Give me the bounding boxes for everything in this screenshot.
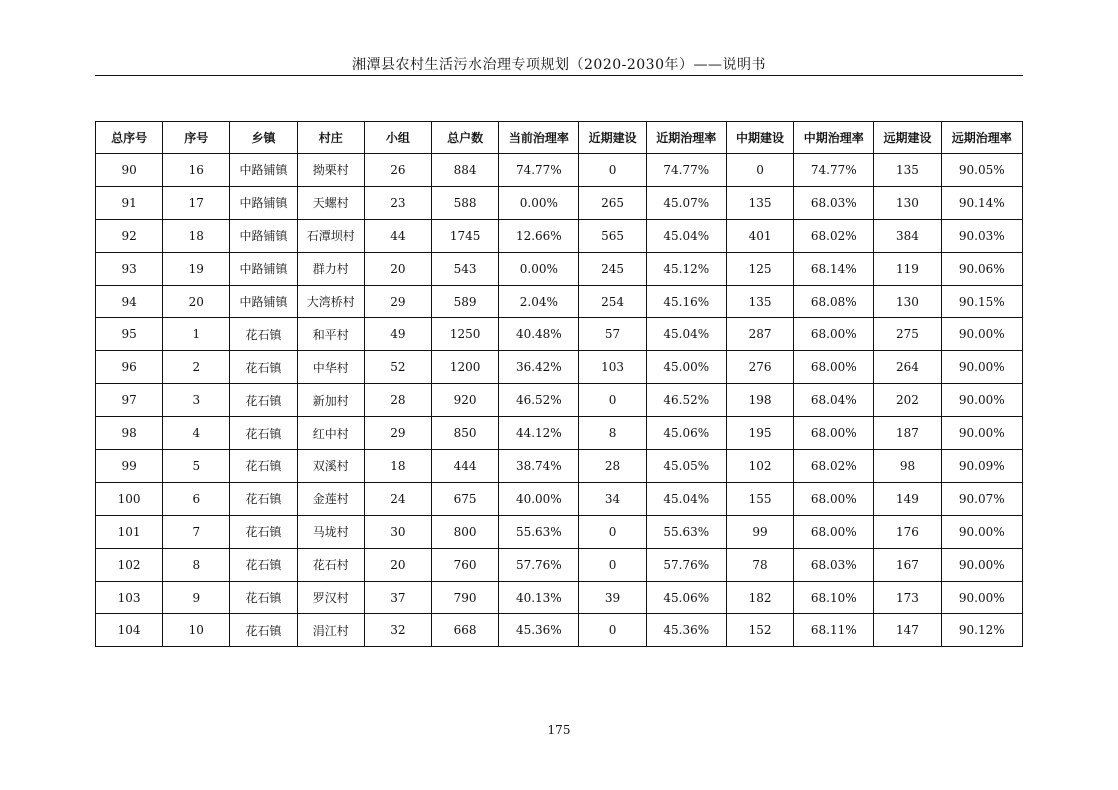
cell-long-term-rate: 90.00% (941, 318, 1022, 351)
cell-near-term-build: 57 (579, 318, 646, 351)
cell-mid-term-rate: 68.00% (794, 351, 874, 384)
column-header-groups: 小组 (364, 122, 431, 154)
cell-mid-term-build: 99 (726, 515, 793, 548)
cell-current-rate: 44.12% (499, 417, 579, 450)
column-header-long-term-rate: 远期治理率 (941, 122, 1022, 154)
cell-groups: 23 (364, 186, 431, 219)
table-row (96, 450, 1023, 483)
cell-near-term-rate: 45.04% (646, 318, 726, 351)
cell-mid-term-rate: 68.02% (794, 450, 874, 483)
cell-village: 天螺村 (297, 186, 364, 219)
cell-total-no: 97 (96, 384, 163, 417)
cell-no: 10 (163, 614, 230, 647)
cell-mid-term-build: 78 (726, 548, 793, 581)
cell-town: 中路铺镇 (230, 285, 297, 318)
village-treatment-table (95, 121, 1023, 647)
cell-town: 花石镇 (230, 318, 297, 351)
cell-near-term-rate: 45.12% (646, 252, 726, 285)
cell-long-term-build: 130 (874, 285, 941, 318)
cell-town: 花石镇 (230, 548, 297, 581)
cell-mid-term-build: 195 (726, 417, 793, 450)
cell-households: 675 (432, 482, 499, 515)
cell-current-rate: 57.76% (499, 548, 579, 581)
cell-households: 588 (432, 186, 499, 219)
cell-long-term-build: 147 (874, 614, 941, 647)
cell-current-rate: 46.52% (499, 384, 579, 417)
cell-no: 7 (163, 515, 230, 548)
cell-no: 1 (163, 318, 230, 351)
cell-near-term-build: 245 (579, 252, 646, 285)
cell-town: 花石镇 (230, 351, 297, 384)
cell-long-term-build: 264 (874, 351, 941, 384)
cell-village: 红中村 (297, 417, 364, 450)
cell-current-rate: 55.63% (499, 515, 579, 548)
column-header-households: 总户数 (432, 122, 499, 154)
cell-total-no: 90 (96, 154, 163, 187)
cell-current-rate: 40.13% (499, 581, 579, 614)
table-row (96, 581, 1023, 614)
cell-no: 6 (163, 482, 230, 515)
cell-town: 花石镇 (230, 384, 297, 417)
cell-mid-term-build: 287 (726, 318, 793, 351)
page-header-title: 湘潭县农村生活污水治理专项规划（2020-2030年）——说明书 (352, 57, 766, 73)
column-header-village: 村庄 (297, 122, 364, 154)
cell-near-term-rate: 45.07% (646, 186, 726, 219)
cell-long-term-build: 384 (874, 219, 941, 252)
table-row (96, 515, 1023, 548)
table-row (96, 614, 1023, 647)
cell-groups: 37 (364, 581, 431, 614)
cell-groups: 26 (364, 154, 431, 187)
cell-total-no: 92 (96, 219, 163, 252)
cell-long-term-build: 187 (874, 417, 941, 450)
cell-long-term-build: 176 (874, 515, 941, 548)
cell-households: 668 (432, 614, 499, 647)
cell-near-term-rate: 45.06% (646, 581, 726, 614)
cell-near-term-rate: 45.36% (646, 614, 726, 647)
cell-groups: 52 (364, 351, 431, 384)
cell-mid-term-build: 182 (726, 581, 793, 614)
table-row (96, 482, 1023, 515)
cell-households: 760 (432, 548, 499, 581)
cell-households: 589 (432, 285, 499, 318)
cell-mid-term-rate: 68.00% (794, 482, 874, 515)
header-row (96, 122, 1023, 154)
cell-near-term-build: 265 (579, 186, 646, 219)
cell-groups: 20 (364, 252, 431, 285)
column-header-total-no: 总序号 (96, 122, 163, 154)
cell-village: 涓江村 (297, 614, 364, 647)
cell-town: 中路铺镇 (230, 186, 297, 219)
cell-households: 800 (432, 515, 499, 548)
cell-groups: 18 (364, 450, 431, 483)
table-row (96, 548, 1023, 581)
cell-current-rate: 38.74% (499, 450, 579, 483)
cell-long-term-build: 98 (874, 450, 941, 483)
cell-mid-term-build: 276 (726, 351, 793, 384)
cell-long-term-rate: 90.07% (941, 482, 1022, 515)
cell-total-no: 100 (96, 482, 163, 515)
cell-mid-term-rate: 68.00% (794, 318, 874, 351)
table-body (96, 154, 1023, 647)
cell-no: 9 (163, 581, 230, 614)
cell-near-term-rate: 45.16% (646, 285, 726, 318)
cell-groups: 30 (364, 515, 431, 548)
cell-no: 3 (163, 384, 230, 417)
cell-near-term-build: 0 (579, 548, 646, 581)
cell-town: 花石镇 (230, 581, 297, 614)
column-header-near-term-build: 近期建设 (579, 122, 646, 154)
cell-groups: 29 (364, 417, 431, 450)
cell-no: 4 (163, 417, 230, 450)
header-rule (95, 75, 1023, 76)
cell-total-no: 96 (96, 351, 163, 384)
cell-long-term-rate: 90.00% (941, 384, 1022, 417)
cell-mid-term-rate: 68.11% (794, 614, 874, 647)
cell-long-term-rate: 90.00% (941, 417, 1022, 450)
cell-groups: 29 (364, 285, 431, 318)
cell-village: 和平村 (297, 318, 364, 351)
cell-current-rate: 0.00% (499, 186, 579, 219)
cell-mid-term-build: 155 (726, 482, 793, 515)
cell-current-rate: 12.66% (499, 219, 579, 252)
cell-town: 花石镇 (230, 614, 297, 647)
cell-no: 5 (163, 450, 230, 483)
cell-long-term-build: 275 (874, 318, 941, 351)
table-row (96, 351, 1023, 384)
cell-village: 双溪村 (297, 450, 364, 483)
cell-mid-term-build: 135 (726, 285, 793, 318)
cell-long-term-rate: 90.05% (941, 154, 1022, 187)
cell-long-term-rate: 90.00% (941, 548, 1022, 581)
cell-village: 石潭坝村 (297, 219, 364, 252)
cell-groups: 44 (364, 219, 431, 252)
cell-village: 金莲村 (297, 482, 364, 515)
cell-current-rate: 40.48% (499, 318, 579, 351)
cell-village: 马垅村 (297, 515, 364, 548)
cell-total-no: 94 (96, 285, 163, 318)
cell-near-term-build: 565 (579, 219, 646, 252)
cell-near-term-build: 0 (579, 515, 646, 548)
cell-long-term-build: 167 (874, 548, 941, 581)
cell-village: 罗汉村 (297, 581, 364, 614)
cell-households: 850 (432, 417, 499, 450)
cell-near-term-build: 34 (579, 482, 646, 515)
cell-groups: 20 (364, 548, 431, 581)
cell-near-term-rate: 45.04% (646, 219, 726, 252)
cell-mid-term-rate: 68.14% (794, 252, 874, 285)
cell-long-term-rate: 90.09% (941, 450, 1022, 483)
cell-mid-term-build: 135 (726, 186, 793, 219)
cell-long-term-rate: 90.14% (941, 186, 1022, 219)
cell-near-term-build: 103 (579, 351, 646, 384)
cell-town: 中路铺镇 (230, 154, 297, 187)
cell-long-term-rate: 90.06% (941, 252, 1022, 285)
table-row (96, 186, 1023, 219)
cell-mid-term-build: 198 (726, 384, 793, 417)
table-row (96, 219, 1023, 252)
cell-village: 中华村 (297, 351, 364, 384)
cell-mid-term-rate: 68.04% (794, 384, 874, 417)
cell-total-no: 103 (96, 581, 163, 614)
cell-current-rate: 40.00% (499, 482, 579, 515)
cell-households: 1250 (432, 318, 499, 351)
cell-total-no: 91 (96, 186, 163, 219)
cell-mid-term-rate: 68.00% (794, 515, 874, 548)
cell-near-term-rate: 45.05% (646, 450, 726, 483)
cell-households: 1200 (432, 351, 499, 384)
cell-total-no: 104 (96, 614, 163, 647)
page-number: 175 (547, 723, 571, 737)
cell-mid-term-rate: 68.02% (794, 219, 874, 252)
cell-households: 920 (432, 384, 499, 417)
cell-near-term-rate: 45.00% (646, 351, 726, 384)
table-row (96, 154, 1023, 187)
cell-long-term-build: 119 (874, 252, 941, 285)
cell-mid-term-build: 401 (726, 219, 793, 252)
cell-mid-term-rate: 68.00% (794, 417, 874, 450)
cell-households: 790 (432, 581, 499, 614)
cell-groups: 32 (364, 614, 431, 647)
cell-no: 2 (163, 351, 230, 384)
cell-mid-term-build: 125 (726, 252, 793, 285)
cell-village: 花石村 (297, 548, 364, 581)
table-row (96, 384, 1023, 417)
cell-mid-term-rate: 68.08% (794, 285, 874, 318)
cell-town: 中路铺镇 (230, 219, 297, 252)
cell-current-rate: 36.42% (499, 351, 579, 384)
cell-long-term-rate: 90.00% (941, 351, 1022, 384)
cell-near-term-build: 0 (579, 614, 646, 647)
cell-mid-term-rate: 68.03% (794, 186, 874, 219)
table-row (96, 252, 1023, 285)
cell-long-term-rate: 90.03% (941, 219, 1022, 252)
cell-town: 花石镇 (230, 515, 297, 548)
cell-total-no: 99 (96, 450, 163, 483)
cell-mid-term-rate: 68.03% (794, 548, 874, 581)
column-header-no: 序号 (163, 122, 230, 154)
cell-no: 18 (163, 219, 230, 252)
cell-groups: 49 (364, 318, 431, 351)
cell-near-term-build: 39 (579, 581, 646, 614)
cell-no: 17 (163, 186, 230, 219)
cell-near-term-rate: 45.04% (646, 482, 726, 515)
column-header-mid-term-build: 中期建设 (726, 122, 793, 154)
cell-households: 444 (432, 450, 499, 483)
table-header (96, 122, 1023, 154)
cell-no: 16 (163, 154, 230, 187)
cell-current-rate: 0.00% (499, 252, 579, 285)
cell-long-term-build: 173 (874, 581, 941, 614)
cell-town: 中路铺镇 (230, 252, 297, 285)
cell-town: 花石镇 (230, 482, 297, 515)
cell-total-no: 95 (96, 318, 163, 351)
cell-total-no: 102 (96, 548, 163, 581)
cell-long-term-build: 202 (874, 384, 941, 417)
cell-no: 19 (163, 252, 230, 285)
cell-groups: 24 (364, 482, 431, 515)
cell-near-term-build: 0 (579, 154, 646, 187)
cell-total-no: 93 (96, 252, 163, 285)
cell-no: 8 (163, 548, 230, 581)
cell-village: 群力村 (297, 252, 364, 285)
cell-mid-term-rate: 74.77% (794, 154, 874, 187)
table-row (96, 318, 1023, 351)
cell-groups: 28 (364, 384, 431, 417)
cell-households: 543 (432, 252, 499, 285)
cell-near-term-rate: 57.76% (646, 548, 726, 581)
cell-current-rate: 74.77% (499, 154, 579, 187)
cell-households: 1745 (432, 219, 499, 252)
cell-mid-term-build: 102 (726, 450, 793, 483)
cell-near-term-rate: 55.63% (646, 515, 726, 548)
cell-total-no: 101 (96, 515, 163, 548)
cell-long-term-rate: 90.15% (941, 285, 1022, 318)
cell-current-rate: 2.04% (499, 285, 579, 318)
cell-households: 884 (432, 154, 499, 187)
column-header-mid-term-rate: 中期治理率 (794, 122, 874, 154)
cell-long-term-build: 149 (874, 482, 941, 515)
cell-town: 花石镇 (230, 450, 297, 483)
column-header-near-term-rate: 近期治理率 (646, 122, 726, 154)
cell-long-term-build: 130 (874, 186, 941, 219)
column-header-town: 乡镇 (230, 122, 297, 154)
cell-village: 拗栗村 (297, 154, 364, 187)
column-header-long-term-build: 远期建设 (874, 122, 941, 154)
table-row (96, 285, 1023, 318)
cell-village: 大湾桥村 (297, 285, 364, 318)
cell-total-no: 98 (96, 417, 163, 450)
cell-town: 花石镇 (230, 417, 297, 450)
cell-no: 20 (163, 285, 230, 318)
cell-mid-term-build: 152 (726, 614, 793, 647)
cell-long-term-rate: 90.00% (941, 515, 1022, 548)
cell-near-term-build: 0 (579, 384, 646, 417)
cell-mid-term-rate: 68.10% (794, 581, 874, 614)
cell-near-term-build: 8 (579, 417, 646, 450)
cell-near-term-rate: 46.52% (646, 384, 726, 417)
table-row (96, 417, 1023, 450)
cell-village: 新加村 (297, 384, 364, 417)
cell-near-term-build: 28 (579, 450, 646, 483)
cell-long-term-build: 135 (874, 154, 941, 187)
cell-mid-term-build: 0 (726, 154, 793, 187)
cell-long-term-rate: 90.12% (941, 614, 1022, 647)
cell-near-term-rate: 45.06% (646, 417, 726, 450)
cell-near-term-build: 254 (579, 285, 646, 318)
cell-near-term-rate: 74.77% (646, 154, 726, 187)
column-header-current-rate: 当前治理率 (499, 122, 579, 154)
cell-current-rate: 45.36% (499, 614, 579, 647)
cell-long-term-rate: 90.00% (941, 581, 1022, 614)
